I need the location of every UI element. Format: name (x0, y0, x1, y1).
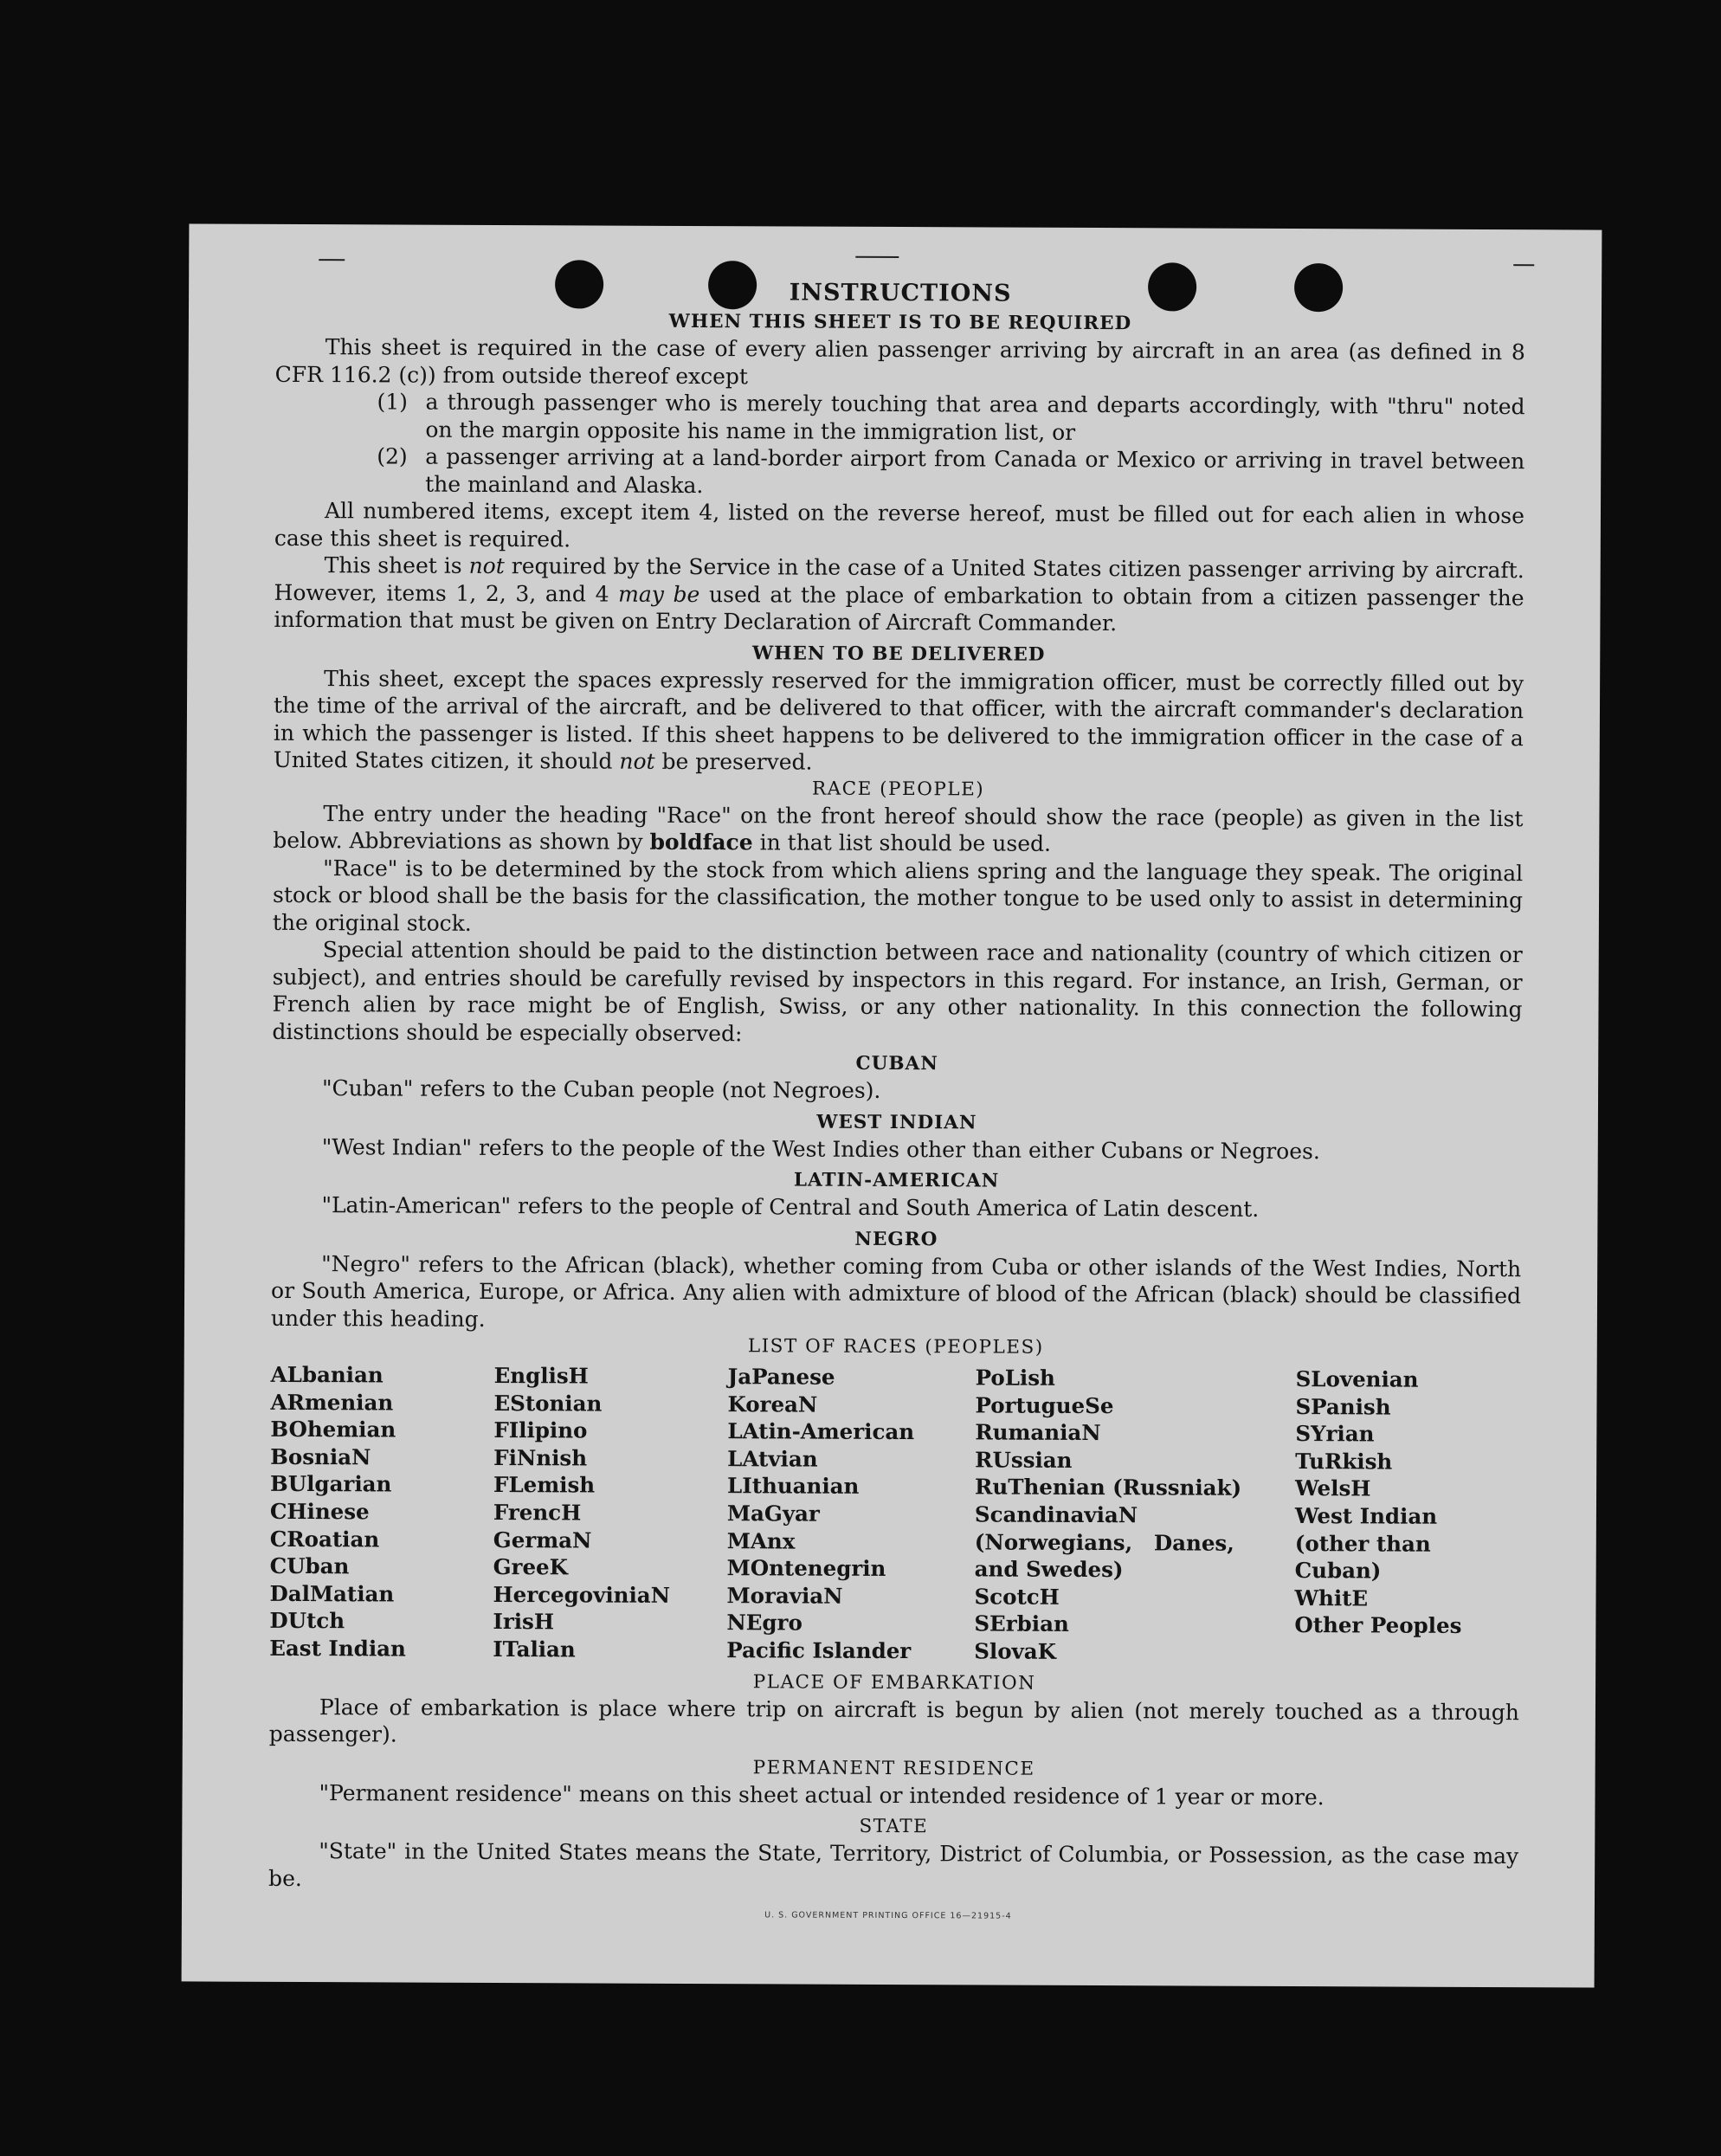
exception-item (377, 442, 1524, 502)
race-entry: ScotcH (974, 1584, 1060, 1610)
section-heading-negro: NEGRO (854, 1228, 938, 1250)
race-entry: KoreaN (727, 1391, 818, 1417)
section-heading-cuban: CUBAN (855, 1052, 938, 1075)
race-entry: EStonian (493, 1390, 603, 1417)
race-entry: SLovenian (1295, 1366, 1419, 1392)
races-column-5 (1294, 1365, 1521, 1668)
section-heading-permanent-residence: PERMANENT RESIDENCE (752, 1756, 1035, 1780)
place-of-embarkation-text: Place of embarkation is place where trip on aircraft is begun by alien (not merely touched as a through passenger). (268, 1694, 1520, 1747)
latin-american-text: "Latin-American" refers to the people of Central and South America of Latin descent. (321, 1192, 1260, 1222)
race-entry: CUban (269, 1553, 350, 1579)
race-entry: SErbian (974, 1611, 1069, 1637)
race-entry: DUtch (269, 1608, 345, 1634)
race-entry: TuRkish (1295, 1448, 1393, 1475)
race-entry: JaPanese (727, 1364, 835, 1390)
section-heading-list-of-races: LIST OF RACES (PEOPLES) (747, 1335, 1044, 1359)
race-entry: GreeK (493, 1554, 569, 1580)
races-column-1 (269, 1361, 494, 1663)
scan-mark (855, 256, 899, 258)
race-para-3: Special attention should be paid to the distinction between race and nationality (country of which citizen or subject), and entries should be carefully revised by inspectors in this regard. For instance, an Irish, German, or French alien by race might be of English, Swiss, or any other nationality. In this connection the following distinctions should be especially observed: (272, 937, 1523, 1046)
printing-office-footer: U. S. GOVERNMENT PRINTING OFFICE 16—21915-4 (764, 1910, 1012, 1921)
exception-number: (1) (377, 389, 409, 415)
race-entry: WhitE (1294, 1585, 1369, 1611)
races-list (269, 1361, 1521, 1668)
race-entry: BOhemian (270, 1417, 396, 1443)
race-entry: NEgro (726, 1610, 802, 1636)
race-entry: RuThenian (Russniak) (975, 1474, 1242, 1501)
state-text: "State" in the United States means the State, Territory, District of Columbia, or Possession, as the case may be. (268, 1838, 1519, 1891)
exception-number: (2) (377, 443, 408, 469)
race-entry: SPanish (1295, 1393, 1391, 1420)
race-entry: SYrian (1295, 1421, 1375, 1447)
when-delivered-text: This sheet, except the spaces expressly reserved for the immigration officer, must be correctly filled out by the time of the arrival of the aircraft, and be delivered to that officer, with the aircraft commander's declaration in which the passenger is listed. If this sheet happens to be delivered to the immigration officer in the case of a United States citizen, it should not be preserved. (273, 665, 1524, 775)
race-entry: MOntenegrin (726, 1555, 886, 1582)
race-entry: ALbanian (270, 1361, 384, 1388)
form-sheet (182, 223, 1602, 1987)
when-required-para-2: All numbered items, except item 4, listed on the reverse hereof, must be filled out for each alien in whose case this sheet is required. (274, 498, 1525, 552)
race-entry: DalMatian (269, 1580, 395, 1607)
race-entry: LAtin-American (727, 1418, 915, 1445)
race-entry: FIlipino (493, 1417, 588, 1443)
race-entry: ScandinaviaN (Norwegians, Danes, and Swedes) (974, 1501, 1234, 1583)
exception-text: a through passenger who is merely touching that area and departs accordingly, with "thru" noted on the margin opposite his name in the immigration list, or (425, 389, 1525, 445)
west-indian-text: "West Indian" refers to the people of the West Indies other than either Cubans or Negroes. (321, 1133, 1320, 1164)
race-entry: MoraviaN (726, 1582, 843, 1609)
race-entry: IrisH (493, 1609, 555, 1635)
cuban-text: "Cuban" refers to the Cuban people (not Negroes). (322, 1075, 881, 1103)
race-entry: EnglisH (493, 1362, 589, 1389)
race-entry: RUssian (975, 1447, 1073, 1473)
race-entry: SlovaK (974, 1638, 1057, 1664)
race-entry: Pacific Islander (726, 1637, 912, 1664)
race-entry: FLemish (493, 1472, 596, 1498)
race-entry: GermaN (493, 1527, 592, 1553)
races-column-4 (974, 1364, 1296, 1666)
race-entry: BUlgarian (270, 1471, 392, 1497)
race-para-2: "Race" is to be determined by the stock from which aliens spring and the language they speak. The original stock or blood shall be the basis for the classification, the mother tongue to be used only to assist in determining the original stock. (272, 855, 1524, 936)
section-heading-latin-american: LATIN-AMERICAN (793, 1169, 1000, 1192)
section-heading-when-required: WHEN THIS SHEET IS TO BE REQUIRED (668, 310, 1132, 335)
exception-text: a passenger arriving at a land-border airport from Canada or Mexico or arriving in travel between the mainland and Alaska. (425, 443, 1525, 498)
page-title: INSTRUCTIONS (789, 279, 1012, 307)
race-entry: East Indian (269, 1635, 406, 1662)
section-heading-west-indian: WEST INDIAN (816, 1111, 977, 1133)
scan-mark (1513, 264, 1534, 266)
exception-item (377, 388, 1524, 448)
race-entry: ARmenian (270, 1389, 394, 1416)
race-entry: PoLish (975, 1365, 1055, 1391)
races-column-3 (726, 1363, 976, 1665)
race-entry: RumaniaN (975, 1419, 1101, 1446)
race-entry: PortugueSe (975, 1392, 1114, 1418)
negro-text: "Negro" refers to the African (black), whether coming from Cuba or other islands of the West Indies, North or South America, Europe, or Africa. Any alien with admixture of blood of the African (black) should be classified under this heading. (270, 1250, 1522, 1332)
race-entry: FrencH (493, 1499, 582, 1526)
race-entry: CRoatian (269, 1526, 380, 1552)
race-entry: ITalian (493, 1636, 576, 1662)
when-required-para-3: This sheet is not required by the Service in the case of a United States citizen passenger arriving by aircraft. However, items 1, 2, 3, and 4 may be used at the place of embarkation to obtain from a citizen passenger the information that must be given on Entry Declaration of Aircraft Commander. (274, 552, 1524, 636)
race-para-1: The entry under the heading "Race" on the front hereof should show the race (people) as given in the list below. Abbreviations as shown by boldface in that list should be used. (273, 800, 1524, 856)
section-heading-when-delivered: WHEN TO BE DELIVERED (752, 642, 1046, 666)
races-column-2 (493, 1362, 728, 1664)
race-entry: HercegoviniaN (493, 1581, 671, 1608)
race-entry: LAtvian (727, 1445, 818, 1472)
race-entry: BosniaN (270, 1443, 371, 1470)
section-heading-place-of-embarkation: PLACE OF EMBARKATION (752, 1670, 1036, 1694)
section-heading-state: STATE (859, 1815, 929, 1838)
race-entry: FiNnish (493, 1444, 588, 1471)
permanent-residence-text: "Permanent residence" means on this sheet actual or intended residence of 1 year or more. (319, 1779, 1325, 1810)
section-heading-race: RACE (PEOPLE) (811, 778, 985, 800)
race-entry: MaGyar (726, 1501, 820, 1527)
instructions-content (268, 276, 1525, 1897)
when-required-intro: This sheet is required in the case of every alien passenger arriving by aircraft in an area (as defined in 8 CFR 116.2 (c)) from outside thereof except (274, 334, 1525, 389)
race-entry: LIthuanian (727, 1473, 860, 1500)
race-entry: West Indian (other than Cuban) (1294, 1503, 1438, 1584)
race-entry: CHinese (269, 1498, 370, 1525)
race-entry: MAnx (726, 1527, 796, 1554)
scan-mark (319, 259, 345, 261)
race-entry: WelsH (1295, 1475, 1371, 1501)
race-entry: Other Peoples (1294, 1612, 1462, 1639)
